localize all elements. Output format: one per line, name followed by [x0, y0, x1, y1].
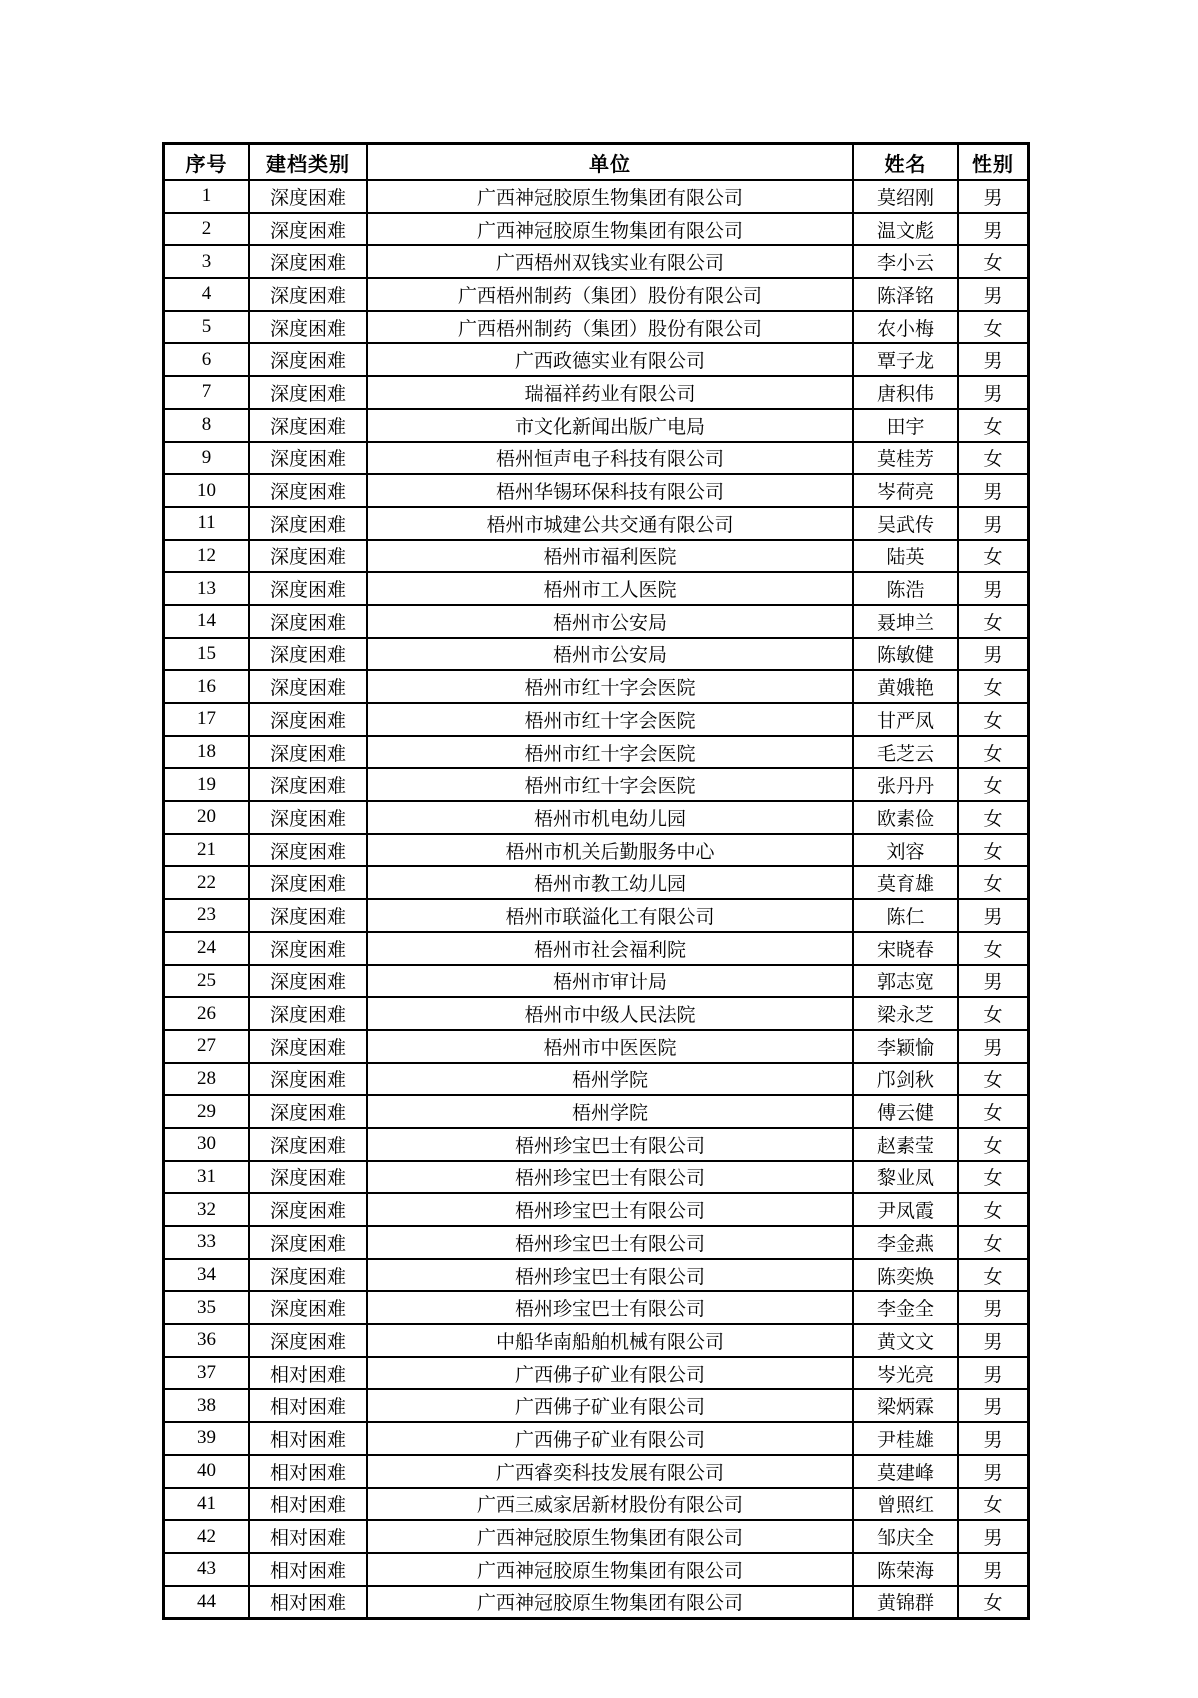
cell-name: 莫绍刚	[853, 180, 958, 213]
column-header-category: 建档类别	[249, 144, 367, 180]
cell-gender: 男	[958, 638, 1028, 671]
cell-gender: 男	[958, 1422, 1028, 1455]
cell-gender: 男	[958, 507, 1028, 540]
cell-unit: 中船华南船舶机械有限公司	[367, 1324, 853, 1357]
cell-serial: 19	[164, 768, 249, 801]
cell-gender: 女	[958, 1095, 1028, 1128]
cell-name: 曾照红	[853, 1488, 958, 1521]
cell-category: 深度困难	[249, 1063, 367, 1096]
cell-unit: 梧州珍宝巴士有限公司	[367, 1193, 853, 1226]
cell-serial: 11	[164, 507, 249, 540]
cell-unit: 广西三威家居新材股份有限公司	[367, 1488, 853, 1521]
table-row	[164, 670, 1028, 703]
cell-category: 深度困难	[249, 997, 367, 1030]
cell-gender: 女	[958, 1063, 1028, 1096]
table-row	[164, 278, 1028, 311]
cell-name: 刘容	[853, 834, 958, 867]
cell-serial: 17	[164, 703, 249, 736]
cell-name: 陈荣海	[853, 1553, 958, 1586]
cell-name: 吴武传	[853, 507, 958, 540]
cell-name: 赵素莹	[853, 1128, 958, 1161]
cell-name: 梁炳霖	[853, 1389, 958, 1422]
cell-gender: 男	[958, 572, 1028, 605]
cell-serial: 15	[164, 638, 249, 671]
table-row	[164, 1063, 1028, 1096]
cell-gender: 女	[958, 670, 1028, 703]
table-row	[164, 180, 1028, 213]
cell-category: 深度困难	[249, 343, 367, 376]
cell-gender: 女	[958, 1226, 1028, 1259]
table-row	[164, 474, 1028, 507]
cell-name: 张丹丹	[853, 768, 958, 801]
cell-category: 深度困难	[249, 605, 367, 638]
cell-serial: 29	[164, 1095, 249, 1128]
cell-category: 深度困难	[249, 572, 367, 605]
cell-serial: 4	[164, 278, 249, 311]
cell-name: 陈泽铭	[853, 278, 958, 311]
cell-serial: 6	[164, 343, 249, 376]
cell-name: 李金全	[853, 1291, 958, 1324]
cell-unit: 梧州市红十字会医院	[367, 768, 853, 801]
cell-unit: 广西神冠胶原生物集团有限公司	[367, 1520, 853, 1553]
cell-unit: 广西梧州制药（集团）股份有限公司	[367, 311, 853, 344]
cell-name: 欧素俭	[853, 801, 958, 834]
cell-category: 深度困难	[249, 1291, 367, 1324]
cell-gender: 男	[958, 1520, 1028, 1553]
cell-category: 深度困难	[249, 1324, 367, 1357]
cell-unit: 梧州市红十字会医院	[367, 736, 853, 769]
table-row	[164, 1553, 1028, 1586]
cell-category: 深度困难	[249, 768, 367, 801]
roster-table	[163, 143, 1029, 1619]
cell-name: 唐积伟	[853, 376, 958, 409]
cell-name: 覃子龙	[853, 343, 958, 376]
cell-gender: 女	[958, 540, 1028, 573]
cell-category: 相对困难	[249, 1520, 367, 1553]
cell-gender: 女	[958, 442, 1028, 475]
cell-serial: 18	[164, 736, 249, 769]
cell-name: 农小梅	[853, 311, 958, 344]
cell-unit: 梧州华锡环保科技有限公司	[367, 474, 853, 507]
cell-category: 深度困难	[249, 1161, 367, 1194]
cell-gender: 男	[958, 1553, 1028, 1586]
table-row	[164, 540, 1028, 573]
cell-gender: 男	[958, 1455, 1028, 1488]
table-row	[164, 213, 1028, 246]
table-row	[164, 245, 1028, 278]
cell-name: 莫建峰	[853, 1455, 958, 1488]
table-row	[164, 997, 1028, 1030]
cell-gender: 男	[958, 1030, 1028, 1063]
cell-name: 陈奕焕	[853, 1259, 958, 1292]
cell-category: 相对困难	[249, 1455, 367, 1488]
table-row	[164, 801, 1028, 834]
cell-name: 邹庆全	[853, 1520, 958, 1553]
cell-unit: 广西神冠胶原生物集团有限公司	[367, 180, 853, 213]
table-row	[164, 1488, 1028, 1521]
cell-gender: 男	[958, 1389, 1028, 1422]
cell-gender: 男	[958, 965, 1028, 998]
cell-serial: 7	[164, 376, 249, 409]
cell-category: 深度困难	[249, 507, 367, 540]
table-row	[164, 507, 1028, 540]
cell-serial: 12	[164, 540, 249, 573]
cell-serial: 40	[164, 1455, 249, 1488]
cell-gender: 女	[958, 311, 1028, 344]
cell-gender: 男	[958, 376, 1028, 409]
cell-gender: 女	[958, 1128, 1028, 1161]
cell-unit: 梧州市审计局	[367, 965, 853, 998]
cell-name: 陈敏健	[853, 638, 958, 671]
cell-serial: 39	[164, 1422, 249, 1455]
cell-serial: 27	[164, 1030, 249, 1063]
cell-unit: 梧州珍宝巴士有限公司	[367, 1259, 853, 1292]
cell-category: 相对困难	[249, 1488, 367, 1521]
table-row	[164, 605, 1028, 638]
column-header-name: 姓名	[853, 144, 958, 180]
cell-name: 尹凤霞	[853, 1193, 958, 1226]
cell-unit: 梧州市福利医院	[367, 540, 853, 573]
table-row	[164, 638, 1028, 671]
cell-gender: 女	[958, 866, 1028, 899]
cell-unit: 广西梧州制药（集团）股份有限公司	[367, 278, 853, 311]
cell-category: 深度困难	[249, 736, 367, 769]
cell-name: 黎业凤	[853, 1161, 958, 1194]
cell-name: 岑光亮	[853, 1357, 958, 1390]
table-row	[164, 1128, 1028, 1161]
cell-unit: 梧州市红十字会医院	[367, 670, 853, 703]
cell-gender: 女	[958, 245, 1028, 278]
cell-unit: 广西佛子矿业有限公司	[367, 1357, 853, 1390]
cell-unit: 梧州学院	[367, 1063, 853, 1096]
cell-serial: 10	[164, 474, 249, 507]
cell-gender: 女	[958, 834, 1028, 867]
table-row	[164, 1324, 1028, 1357]
table-row	[164, 1389, 1028, 1422]
column-header-serial: 序号	[164, 144, 249, 180]
cell-unit: 梧州市城建公共交通有限公司	[367, 507, 853, 540]
cell-serial: 32	[164, 1193, 249, 1226]
cell-unit: 市文化新闻出版广电局	[367, 409, 853, 442]
cell-name: 岑荷亮	[853, 474, 958, 507]
cell-serial: 22	[164, 866, 249, 899]
table-row	[164, 1193, 1028, 1226]
cell-gender: 女	[958, 409, 1028, 442]
cell-category: 深度困难	[249, 474, 367, 507]
cell-gender: 女	[958, 997, 1028, 1030]
table-row	[164, 965, 1028, 998]
cell-unit: 广西政德实业有限公司	[367, 343, 853, 376]
cell-gender: 女	[958, 1488, 1028, 1521]
cell-unit: 梧州学院	[367, 1095, 853, 1128]
table-row	[164, 1030, 1028, 1063]
cell-unit: 梧州恒声电子科技有限公司	[367, 442, 853, 475]
cell-category: 深度困难	[249, 703, 367, 736]
cell-category: 深度困难	[249, 311, 367, 344]
cell-gender: 男	[958, 343, 1028, 376]
cell-serial: 21	[164, 834, 249, 867]
cell-unit: 梧州市公安局	[367, 605, 853, 638]
table-row	[164, 442, 1028, 475]
cell-category: 深度困难	[249, 245, 367, 278]
cell-gender: 男	[958, 474, 1028, 507]
cell-serial: 5	[164, 311, 249, 344]
cell-category: 深度困难	[249, 1030, 367, 1063]
table-row	[164, 376, 1028, 409]
cell-unit: 梧州珍宝巴士有限公司	[367, 1291, 853, 1324]
table-row	[164, 1455, 1028, 1488]
cell-unit: 广西神冠胶原生物集团有限公司	[367, 213, 853, 246]
cell-gender: 女	[958, 932, 1028, 965]
cell-serial: 28	[164, 1063, 249, 1096]
cell-category: 深度困难	[249, 213, 367, 246]
cell-name: 陆英	[853, 540, 958, 573]
cell-category: 深度困难	[249, 670, 367, 703]
cell-gender: 男	[958, 213, 1028, 246]
cell-name: 黄锦群	[853, 1586, 958, 1619]
cell-name: 温文彪	[853, 213, 958, 246]
cell-category: 深度困难	[249, 180, 367, 213]
cell-name: 聂坤兰	[853, 605, 958, 638]
cell-unit: 梧州市公安局	[367, 638, 853, 671]
cell-category: 深度困难	[249, 1095, 367, 1128]
cell-unit: 广西神冠胶原生物集团有限公司	[367, 1553, 853, 1586]
cell-category: 深度困难	[249, 899, 367, 932]
cell-unit: 瑞福祥药业有限公司	[367, 376, 853, 409]
cell-gender: 女	[958, 703, 1028, 736]
table-row	[164, 932, 1028, 965]
cell-name: 傅云健	[853, 1095, 958, 1128]
cell-serial: 31	[164, 1161, 249, 1194]
cell-category: 深度困难	[249, 376, 367, 409]
column-header-unit: 单位	[367, 144, 853, 180]
cell-unit: 广西梧州双钱实业有限公司	[367, 245, 853, 278]
cell-category: 深度困难	[249, 1128, 367, 1161]
cell-name: 李小云	[853, 245, 958, 278]
cell-unit: 梧州市中医医院	[367, 1030, 853, 1063]
cell-unit: 梧州市联溢化工有限公司	[367, 899, 853, 932]
cell-unit: 广西睿奕科技发展有限公司	[367, 1455, 853, 1488]
table-row	[164, 736, 1028, 769]
cell-serial: 23	[164, 899, 249, 932]
cell-serial: 36	[164, 1324, 249, 1357]
cell-category: 深度困难	[249, 1193, 367, 1226]
table-row	[164, 1095, 1028, 1128]
table-row	[164, 703, 1028, 736]
cell-unit: 梧州市教工幼儿园	[367, 866, 853, 899]
cell-name: 田宇	[853, 409, 958, 442]
cell-category: 深度困难	[249, 409, 367, 442]
cell-gender: 女	[958, 1161, 1028, 1194]
roster-table-body	[164, 180, 1028, 1618]
cell-category: 深度困难	[249, 932, 367, 965]
cell-category: 深度困难	[249, 801, 367, 834]
cell-name: 莫育雄	[853, 866, 958, 899]
cell-unit: 梧州市机电幼儿园	[367, 801, 853, 834]
cell-gender: 男	[958, 1324, 1028, 1357]
cell-serial: 1	[164, 180, 249, 213]
cell-serial: 30	[164, 1128, 249, 1161]
cell-serial: 25	[164, 965, 249, 998]
table-row	[164, 1357, 1028, 1390]
cell-serial: 2	[164, 213, 249, 246]
cell-category: 深度困难	[249, 638, 367, 671]
cell-name: 宋晓春	[853, 932, 958, 965]
table-row	[164, 1259, 1028, 1292]
cell-name: 毛芝云	[853, 736, 958, 769]
table-row	[164, 1226, 1028, 1259]
cell-category: 深度困难	[249, 965, 367, 998]
cell-name: 甘严凤	[853, 703, 958, 736]
column-header-gender: 性别	[958, 144, 1028, 180]
cell-unit: 梧州市社会福利院	[367, 932, 853, 965]
cell-unit: 梧州珍宝巴士有限公司	[367, 1128, 853, 1161]
cell-serial: 3	[164, 245, 249, 278]
header-row	[164, 144, 1028, 180]
cell-gender: 男	[958, 1357, 1028, 1390]
cell-unit: 梧州市工人医院	[367, 572, 853, 605]
cell-name: 梁永芝	[853, 997, 958, 1030]
table-row	[164, 311, 1028, 344]
table-row	[164, 768, 1028, 801]
cell-gender: 女	[958, 768, 1028, 801]
cell-name: 黄文文	[853, 1324, 958, 1357]
cell-category: 深度困难	[249, 1226, 367, 1259]
cell-gender: 女	[958, 1586, 1028, 1619]
cell-category: 深度困难	[249, 1259, 367, 1292]
cell-name: 邝剑秋	[853, 1063, 958, 1096]
cell-category: 相对困难	[249, 1422, 367, 1455]
cell-serial: 42	[164, 1520, 249, 1553]
table-row	[164, 343, 1028, 376]
cell-serial: 33	[164, 1226, 249, 1259]
cell-category: 相对困难	[249, 1389, 367, 1422]
cell-category: 深度困难	[249, 834, 367, 867]
table-row	[164, 866, 1028, 899]
cell-name: 郭志宽	[853, 965, 958, 998]
cell-serial: 20	[164, 801, 249, 834]
table-row	[164, 1291, 1028, 1324]
cell-gender: 女	[958, 1193, 1028, 1226]
cell-gender: 男	[958, 1291, 1028, 1324]
cell-serial: 37	[164, 1357, 249, 1390]
cell-unit: 梧州珍宝巴士有限公司	[367, 1226, 853, 1259]
cell-serial: 8	[164, 409, 249, 442]
cell-category: 深度困难	[249, 442, 367, 475]
cell-unit: 广西佛子矿业有限公司	[367, 1422, 853, 1455]
table-row	[164, 1161, 1028, 1194]
table-row	[164, 1520, 1028, 1553]
cell-serial: 9	[164, 442, 249, 475]
cell-gender: 女	[958, 605, 1028, 638]
cell-serial: 16	[164, 670, 249, 703]
cell-name: 李金燕	[853, 1226, 958, 1259]
cell-category: 深度困难	[249, 278, 367, 311]
cell-serial: 14	[164, 605, 249, 638]
cell-name: 尹桂雄	[853, 1422, 958, 1455]
cell-name: 陈浩	[853, 572, 958, 605]
cell-gender: 女	[958, 1259, 1028, 1292]
cell-serial: 34	[164, 1259, 249, 1292]
cell-name: 黄娥艳	[853, 670, 958, 703]
cell-serial: 43	[164, 1553, 249, 1586]
cell-gender: 男	[958, 180, 1028, 213]
cell-category: 相对困难	[249, 1586, 367, 1619]
cell-gender: 男	[958, 899, 1028, 932]
cell-unit: 广西佛子矿业有限公司	[367, 1389, 853, 1422]
cell-name: 陈仁	[853, 899, 958, 932]
table-row	[164, 1422, 1028, 1455]
cell-unit: 梧州市红十字会医院	[367, 703, 853, 736]
table-row	[164, 1586, 1028, 1619]
cell-category: 相对困难	[249, 1553, 367, 1586]
cell-serial: 35	[164, 1291, 249, 1324]
cell-serial: 26	[164, 997, 249, 1030]
cell-serial: 38	[164, 1389, 249, 1422]
table-row	[164, 834, 1028, 867]
cell-unit: 广西神冠胶原生物集团有限公司	[367, 1586, 853, 1619]
cell-gender: 男	[958, 278, 1028, 311]
cell-category: 相对困难	[249, 1357, 367, 1390]
cell-unit: 梧州市机关后勤服务中心	[367, 834, 853, 867]
cell-gender: 女	[958, 801, 1028, 834]
table-row	[164, 899, 1028, 932]
cell-category: 深度困难	[249, 540, 367, 573]
cell-serial: 41	[164, 1488, 249, 1521]
table-row	[164, 409, 1028, 442]
cell-name: 莫桂芳	[853, 442, 958, 475]
cell-serial: 13	[164, 572, 249, 605]
cell-unit: 梧州市中级人民法院	[367, 997, 853, 1030]
cell-serial: 44	[164, 1586, 249, 1619]
cell-unit: 梧州珍宝巴士有限公司	[367, 1161, 853, 1194]
cell-category: 深度困难	[249, 866, 367, 899]
cell-serial: 24	[164, 932, 249, 965]
cell-name: 李颖愉	[853, 1030, 958, 1063]
table-row	[164, 572, 1028, 605]
cell-gender: 女	[958, 736, 1028, 769]
